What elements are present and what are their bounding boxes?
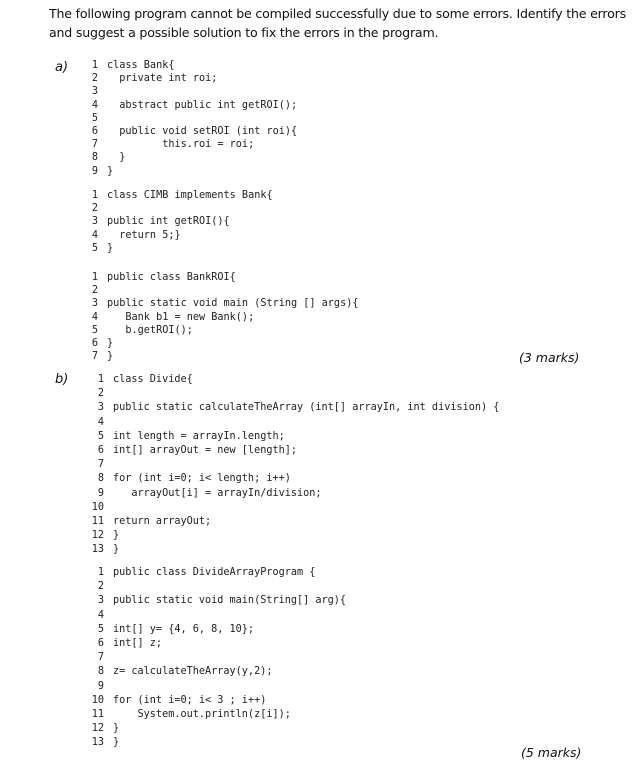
code-text: public class BankROI{ bbox=[107, 272, 236, 283]
code-line bbox=[88, 243, 113, 254]
line-number: 2 bbox=[91, 73, 98, 85]
code-line bbox=[88, 695, 266, 706]
line-number: 10 bbox=[91, 694, 104, 706]
code-text: int[] y= {4, 6, 8, 10}; bbox=[113, 623, 255, 635]
line-number: 3 bbox=[91, 298, 98, 310]
code-text: } bbox=[107, 338, 114, 349]
code-line bbox=[88, 445, 297, 456]
code-text: abstract public int getROI(); bbox=[107, 99, 298, 111]
code-line bbox=[88, 681, 113, 692]
line-number: 8 bbox=[97, 666, 104, 678]
code-line bbox=[88, 388, 113, 399]
line-number: 13 bbox=[91, 544, 104, 556]
line-number: 3 bbox=[97, 402, 104, 414]
line-number: 4 bbox=[91, 229, 98, 241]
line-number: 9 bbox=[91, 165, 98, 177]
line-number: 7 bbox=[91, 139, 98, 151]
code-line bbox=[88, 516, 211, 527]
code-text: } bbox=[107, 152, 126, 164]
code-line bbox=[88, 567, 315, 578]
code-text: Bank b1 = new Bank(); bbox=[107, 311, 255, 323]
code-text: class CIMB implements Bank{ bbox=[107, 190, 273, 201]
code-line bbox=[88, 666, 272, 677]
code-line bbox=[88, 374, 193, 385]
line-number: 6 bbox=[91, 338, 98, 349]
code-line bbox=[88, 325, 193, 336]
line-number: 9 bbox=[97, 680, 104, 692]
code-line bbox=[88, 530, 119, 541]
code-line bbox=[88, 502, 113, 513]
line-number: 4 bbox=[91, 311, 98, 323]
code-line bbox=[88, 203, 107, 214]
line-number: 1 bbox=[91, 272, 98, 283]
code-line bbox=[88, 737, 119, 748]
code-text: class Bank{ bbox=[107, 60, 175, 71]
code-block-cimb bbox=[88, 190, 408, 256]
code-line bbox=[88, 216, 230, 227]
code-line bbox=[88, 544, 119, 555]
code-text: class Divide{ bbox=[113, 374, 193, 385]
part-b-marks: (5 marks) bbox=[521, 745, 582, 760]
code-text: z= calculateTheArray(y,2); bbox=[113, 666, 273, 678]
line-number: 11 bbox=[91, 709, 104, 720]
code-line bbox=[88, 312, 254, 323]
line-number: 1 bbox=[91, 190, 98, 201]
code-line bbox=[88, 73, 217, 84]
line-number: 11 bbox=[91, 516, 104, 527]
line-number: 8 bbox=[97, 473, 104, 485]
code-line bbox=[88, 113, 107, 124]
code-text: public static void main(String[] arg){ bbox=[113, 595, 347, 607]
code-text: for (int i=0; i< length; i++) bbox=[113, 473, 291, 485]
code-text: arrayOut[i] = arrayIn/division; bbox=[113, 487, 322, 499]
part-b-label: b) bbox=[55, 372, 69, 387]
line-number: 5 bbox=[91, 242, 98, 254]
code-text: int[] z; bbox=[113, 638, 163, 649]
code-line bbox=[88, 152, 125, 163]
line-number: 1 bbox=[97, 567, 104, 578]
code-text: } bbox=[113, 723, 120, 735]
line-number: 6 bbox=[91, 126, 98, 137]
line-number: 8 bbox=[91, 152, 98, 164]
code-text: System.out.println(z[i]); bbox=[113, 709, 291, 720]
line-number: 4 bbox=[97, 416, 104, 428]
code-text: this.roi = roi; bbox=[107, 139, 255, 151]
line-number: 4 bbox=[91, 99, 98, 111]
code-line bbox=[88, 139, 254, 150]
line-number: 4 bbox=[97, 609, 104, 621]
code-line bbox=[88, 459, 113, 470]
line-number: 2 bbox=[91, 285, 98, 297]
line-number: 1 bbox=[91, 60, 98, 71]
line-number: 13 bbox=[91, 737, 104, 749]
code-line bbox=[88, 338, 113, 349]
code-text: return 5;} bbox=[107, 229, 181, 241]
line-number: 3 bbox=[91, 216, 98, 228]
code-line bbox=[88, 100, 297, 111]
code-line bbox=[88, 652, 113, 663]
code-text: public void setROI (int roi){ bbox=[107, 126, 298, 137]
code-text: } bbox=[107, 165, 114, 177]
code-text: int length = arrayIn.length; bbox=[113, 430, 285, 442]
code-block-bank bbox=[88, 60, 408, 178]
code-text: } bbox=[113, 544, 120, 556]
line-number: 12 bbox=[91, 723, 104, 735]
code-text: } bbox=[113, 737, 120, 749]
code-line bbox=[88, 126, 297, 137]
line-number: 10 bbox=[91, 501, 104, 513]
code-line bbox=[88, 190, 273, 201]
line-number: 9 bbox=[97, 487, 104, 499]
code-text: public static calculateTheArray (int[] arrayIn, int division) { bbox=[113, 402, 500, 414]
code-line bbox=[88, 402, 499, 413]
code-text: } bbox=[113, 530, 120, 542]
code-text: return arrayOut; bbox=[113, 516, 212, 527]
code-line bbox=[88, 166, 113, 177]
code-line bbox=[88, 417, 113, 428]
code-line bbox=[88, 272, 236, 283]
code-text: } bbox=[107, 351, 114, 363]
part-a-label: a) bbox=[55, 60, 69, 75]
line-number: 7 bbox=[97, 652, 104, 664]
line-number: 2 bbox=[91, 203, 98, 215]
line-number: 7 bbox=[91, 351, 98, 363]
code-line bbox=[88, 581, 113, 592]
line-number: 5 bbox=[91, 112, 98, 124]
code-text: private int roi; bbox=[107, 73, 218, 85]
line-number: 2 bbox=[97, 581, 104, 593]
code-line bbox=[88, 709, 291, 720]
line-number: 1 bbox=[97, 374, 104, 385]
line-number: 3 bbox=[91, 86, 98, 98]
code-line bbox=[88, 298, 358, 309]
code-line bbox=[88, 230, 181, 241]
code-line bbox=[88, 60, 174, 71]
line-number: 5 bbox=[97, 430, 104, 442]
code-line bbox=[88, 351, 113, 362]
part-a-marks: (3 marks) bbox=[519, 350, 580, 365]
line-number: 7 bbox=[97, 459, 104, 471]
code-line bbox=[88, 638, 162, 649]
line-number: 6 bbox=[97, 445, 104, 456]
line-number: 5 bbox=[91, 324, 98, 336]
instructions-line-2: and suggest a possible solution to fix the errors in the program. bbox=[49, 25, 439, 40]
line-number: 6 bbox=[97, 638, 104, 649]
code-block-bankroi bbox=[88, 272, 448, 364]
code-text: public class DivideArrayProgram { bbox=[113, 567, 316, 578]
code-line bbox=[88, 86, 107, 97]
code-line bbox=[88, 285, 107, 296]
instructions-line-1: The following program cannot be compiled successfully due to some errors. Identify the errors bbox=[49, 6, 626, 21]
line-number: 2 bbox=[97, 388, 104, 400]
line-number: 3 bbox=[97, 595, 104, 607]
code-line bbox=[88, 723, 119, 734]
code-block-dividearrayprogram bbox=[88, 567, 508, 749]
question-instructions bbox=[49, 4, 626, 42]
code-line bbox=[88, 488, 322, 499]
code-text: for (int i=0; i< 3 ; i++) bbox=[113, 694, 267, 706]
code-block-divide bbox=[88, 374, 608, 558]
code-text: } bbox=[107, 242, 114, 254]
line-number: 12 bbox=[91, 530, 104, 542]
code-line bbox=[88, 610, 113, 621]
code-text: int[] arrayOut = new [length]; bbox=[113, 445, 298, 456]
code-text: public static void main (String [] args){ bbox=[107, 298, 359, 310]
line-number: 5 bbox=[97, 623, 104, 635]
code-text: b.getROI(); bbox=[107, 324, 193, 336]
code-line bbox=[88, 595, 346, 606]
code-line bbox=[88, 624, 254, 635]
code-line bbox=[88, 473, 291, 484]
code-line bbox=[88, 431, 285, 442]
code-text: public int getROI(){ bbox=[107, 216, 230, 228]
